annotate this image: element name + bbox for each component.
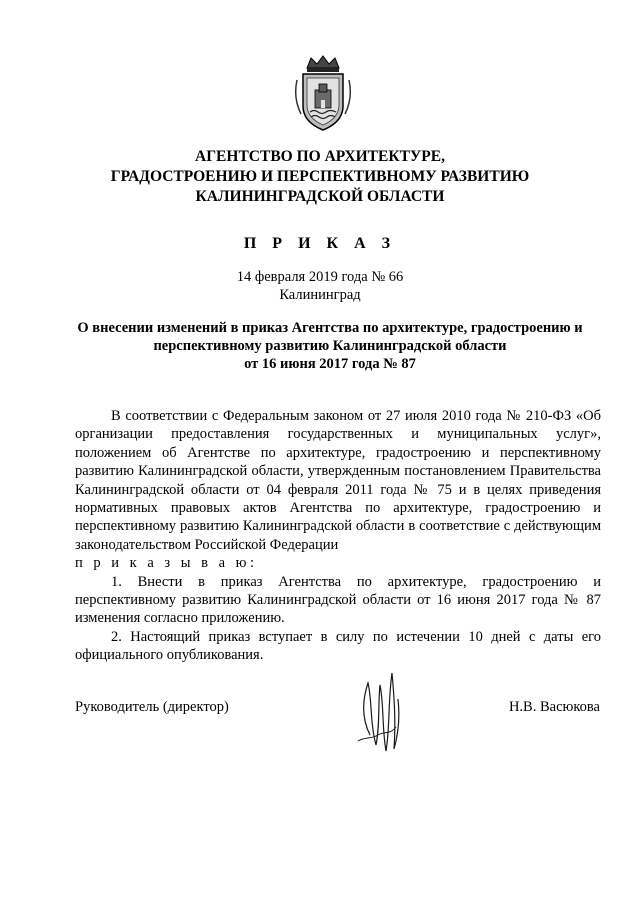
subject-line: перспективному развитию Калининградской области [153, 338, 507, 354]
agency-name [60, 147, 580, 207]
document-body [75, 407, 601, 665]
document-type: П Р И К А З [243, 235, 397, 252]
agency-line: ГРАДОСТРОЕНИЮ И ПЕРСПЕКТИВНОМУ РАЗВИТИЮ [110, 168, 530, 185]
agency-line: АГЕНТСТВО ПО АРХИТЕКТУРЕ, [195, 148, 445, 165]
subject-line: О внесении изменений в приказ Агентства по архитектуре, градостроению и [77, 320, 583, 336]
city: Калининград [279, 287, 361, 303]
date-number: 14 февраля 2019 года № 66 [236, 269, 404, 285]
order-word: п р и к а з ы в а ю: [75, 555, 258, 572]
handwritten-signature-icon [350, 665, 405, 770]
order-item-1: 1. Внести в приказ Агентства по архитектуре, градостроению и перспективному развитию Калининградской области от 16 июня 2017 года № 87 изменения согласно приложению. [75, 573, 601, 627]
signer-name: Н.В. Васюкова [508, 699, 600, 715]
preamble-paragraph: В соответствии с Федеральным законом от 27 июля 2010 года № 210-ФЗ «Об организации предоставления государственных и муниципальных услуг», положением об Агентстве по архитектуре, градостроению и перспективному развитию Калининградской области, утвержденным постановлением Правительства Калининградской области от 04 февраля 2011 года № 75 и в целях приведения нормативных правовых актов Агентства по архитектуре, градостроению и перспективному развитию Калининградской области в соответствие с действующим законодательством Российской Федерации [75, 408, 601, 553]
order-item-2: 2. Настоящий приказ вступает в силу по истечении 10 дней с даты его официального опубликования. [75, 628, 601, 664]
date-and-place [0, 268, 640, 304]
signer-title: Руководитель (директор) [75, 699, 229, 715]
subject-line: от 16 июня 2017 года № 87 [244, 356, 416, 372]
agency-line: КАЛИНИНГРАДСКОЙ ОБЛАСТИ [195, 188, 445, 205]
coat-of-arms-icon [293, 54, 353, 132]
document-subject [60, 319, 600, 373]
